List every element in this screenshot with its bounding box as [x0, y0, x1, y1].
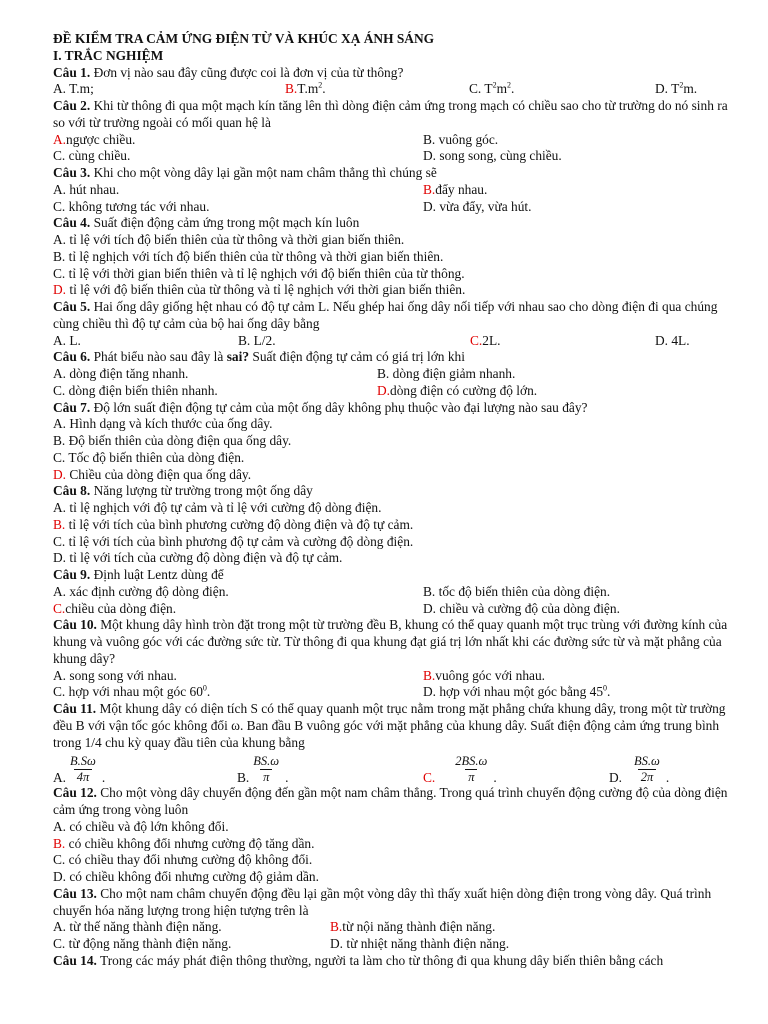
option-a: A. xác định cường độ dòng điện. — [53, 583, 229, 599]
question-11 — [53, 701, 732, 751]
option-text: chiều của dòng điện. — [65, 600, 177, 616]
option-a: A. từ thế năng thành điện năng. — [53, 919, 222, 935]
option-text: từ nội năng thành điện năng. — [342, 919, 496, 935]
question-text: Năng lượng từ trường trong một ống dây — [90, 483, 313, 499]
denominator: π — [260, 769, 272, 785]
fraction — [453, 754, 489, 785]
option-c — [53, 601, 423, 618]
option-d — [53, 467, 732, 484]
option-a: A. tỉ lệ với tích độ biến thiên của từ thông và thời gian biến thiên. — [53, 232, 405, 247]
question-emphasis: sai? — [226, 349, 250, 365]
question-13-options-row2 — [53, 936, 732, 953]
answer-marker: D. — [53, 466, 67, 482]
question-3 — [53, 165, 732, 182]
question-label: Câu 12. — [53, 785, 97, 801]
option-end: . — [665, 770, 670, 786]
option-c: C. Tốc độ biến thiên của dòng điện. — [53, 449, 245, 465]
question-text: Độ lớn suất điện động tự cảm của một ống dây không phụ thuộc vào đại lượng nào sau đây? — [90, 399, 588, 415]
option-text: C. T — [469, 81, 493, 97]
option-d — [423, 684, 610, 701]
question-13-options-row1 — [53, 919, 732, 936]
question-label: Câu 8. — [53, 483, 91, 499]
option-a: A. dòng điện tăng nhanh. — [53, 366, 189, 381]
numerator: BS.ω — [253, 754, 280, 769]
option-b — [53, 836, 732, 853]
question-label: Câu 1. — [53, 64, 91, 80]
option-b: B. tỉ lệ nghịch với tích độ biến thiên của từ thông và thời gian biến thiên. — [53, 248, 444, 264]
answer-marker: B. — [330, 919, 343, 935]
option-text: D. T — [655, 81, 680, 97]
option-d: D. chiều và cường độ của dòng điện. — [423, 600, 620, 616]
question-3-options-row1 — [53, 182, 732, 199]
superscript: 2 — [492, 80, 497, 90]
numerator: 2BS.ω — [455, 754, 488, 769]
question-6 — [53, 349, 732, 366]
question-label: Câu 4. — [53, 215, 91, 231]
option-text: Chiều của dòng điện qua ống dây. — [66, 466, 252, 482]
option-b: B. tốc độ biến thiên của dòng điện. — [423, 583, 611, 599]
option-d — [53, 282, 732, 299]
question-label: Câu 11. — [53, 701, 97, 716]
question-8 — [53, 483, 732, 500]
option-b: B. dòng điện giảm nhanh. — [377, 366, 516, 381]
option-c: C. không tương tác với nhau. — [53, 198, 210, 214]
option-b — [53, 517, 732, 534]
option-c: C. tỉ lệ với thời gian biến thiên và tỉ lệ nghịch với độ biến thiên của từ thông. — [53, 265, 465, 281]
question-label: Câu 5. — [53, 299, 91, 314]
option-b — [330, 919, 495, 936]
option-text: 2L. — [482, 332, 501, 348]
question-14 — [53, 953, 732, 970]
option-end: . — [322, 81, 326, 97]
option-c — [423, 754, 609, 785]
question-text: Cho một vòng dây chuyển động đến gần một nam châm thẳng. Trong quá trình chuyển động cường độ của dòng điện cảm ứng trong vòng luôn — [53, 785, 728, 817]
question-text: Một khung dây có diện tích S có thể quay quanh một trục nằm trong mặt phẳng chứa khung dây, trong một từ trường đều B với vận tốc góc không đổi ω. Ban đầu B vuông góc với mặt phẳng của khung dây. Suất điện động cảm ứng trung bình trong 1/4 chu kỳ quay đầu tiên của khung bằng — [53, 701, 726, 750]
denominator: π — [465, 769, 477, 785]
denominator: 4π — [74, 769, 93, 785]
option-a: A. tỉ lệ nghịch với độ tự cảm và tỉ lệ với cường độ dòng điện. — [53, 500, 382, 515]
answer-marker: A. — [53, 131, 67, 147]
question-2-options-row2 — [53, 148, 732, 165]
option-end: . — [285, 770, 289, 786]
question-text: Đơn vị nào sau đây cũng được coi là đơn vị của từ thông? — [90, 64, 404, 80]
denominator: 2π — [638, 769, 657, 785]
option-a: A. hút nhau. — [53, 181, 120, 197]
question-text: Phát biểu nào sau đây là — [90, 349, 227, 365]
option-letter: A. — [53, 770, 67, 786]
question-11-options — [53, 751, 732, 785]
option-end: . — [493, 770, 497, 786]
option-d: D. tỉ lệ với tích của cường độ dòng điện và độ tự cảm. — [53, 550, 343, 566]
answer-marker: B. — [53, 516, 66, 532]
option-b: B. vuông góc. — [423, 131, 499, 147]
option-d: D. có chiều không đổi nhưng cường độ giảm dần. — [53, 869, 319, 884]
option-c: C. từ động năng thành điện năng. — [53, 936, 232, 951]
question-10-options-row1 — [53, 668, 732, 685]
option-text: ngược chiều. — [66, 131, 136, 147]
answer-marker: D. — [53, 282, 67, 298]
question-label: Câu 7. — [53, 399, 91, 415]
question-13 — [53, 886, 732, 920]
numerator: B.Sω — [70, 754, 96, 769]
question-10 — [53, 617, 732, 667]
option-a: A. L. — [53, 332, 81, 348]
option-text: T.m — [297, 81, 319, 97]
option-text: vuông góc với nhau. — [435, 667, 546, 683]
question-2-options-row1 — [53, 132, 732, 149]
question-9-options-row2 — [53, 601, 732, 618]
option-b: B. Độ biến thiên của dòng điện qua ống dây. — [53, 433, 292, 448]
question-text: Cho một nam châm chuyển động đều lại gần một vòng dây thì thấy xuất hiện dòng điện trong vòng dây. Quá trình chuyển hóa năng lượng trong hiện tượng trên là — [53, 885, 712, 918]
option-d — [377, 383, 537, 400]
question-4 — [53, 215, 732, 232]
numerator: BS.ω — [634, 754, 660, 769]
question-label: Câu 6. — [53, 349, 91, 365]
answer-marker: C. — [53, 600, 66, 616]
question-label: Câu 13. — [53, 885, 97, 901]
option-text: có chiều không đổi nhưng cường độ tăng dần. — [65, 835, 315, 851]
question-text: Một khung dây hình tròn đặt trong một từ trường đều B, khung có thể quay quanh một trục trùng với đường kính của khung và vuông góc với các đường sức từ. Từ thông đi qua khung đạt giá trị lớn nhất khi các đường sức từ và mặt phẳng của khung dây? — [53, 617, 728, 666]
fraction — [251, 754, 281, 785]
option-a: A. Hình dạng và kích thước của ống dây. — [53, 416, 273, 432]
answer-marker: D. — [377, 382, 391, 398]
question-text: Hai ống dây giống hệt nhau có độ tự cảm L. Nếu ghép hai ống dây nối tiếp với nhau sao cho dòng điện đi qua chúng cùng chiều thì độ tự cảm của bộ hai ống dây bằng — [53, 299, 718, 331]
question-text: Khi từ thông đi qua một mạch kín tăng lên thì dòng điện cảm ứng trong mạch có chiều sao cho từ trường do nó sinh ra so với từ trường ngoài có mối quan hệ là — [53, 98, 728, 130]
question-text: Suất điện động cảm ứng trong một mạch kín luôn — [90, 215, 360, 231]
question-10-options-row2 — [53, 684, 732, 701]
superscript: 2 — [318, 80, 323, 90]
answer-marker: B. — [53, 835, 66, 851]
superscript: 2 — [507, 80, 511, 90]
option-c: C. có chiều thay đổi nhưng cường độ không đổi. — [53, 852, 313, 868]
option-text: D. hợp với nhau một góc bằng 45 — [423, 684, 604, 700]
question-9-options-row1 — [53, 584, 732, 601]
question-text: Khi cho một vòng dây lại gần một nam châm thẳng thì chúng sẽ — [90, 165, 437, 180]
option-b: B. L/2. — [238, 332, 276, 348]
question-2 — [53, 98, 732, 132]
option-c — [470, 333, 655, 350]
fraction — [632, 754, 662, 785]
option-b — [285, 81, 469, 98]
option-d — [655, 81, 697, 98]
question-text: Suất điện động tự cảm có giá trị lớn khi — [249, 349, 465, 365]
option-d — [609, 754, 669, 785]
answer-marker: C. — [470, 332, 483, 348]
answer-marker: B. — [285, 81, 298, 97]
option-a: A. có chiều và độ lớn không đổi. — [53, 818, 229, 834]
answer-marker: C. — [423, 770, 436, 786]
superscript: 0 — [603, 683, 608, 693]
question-label: Câu 2. — [53, 98, 91, 113]
option-d: D. song song, cùng chiều. — [423, 148, 562, 164]
question-5 — [53, 299, 732, 333]
question-1 — [53, 65, 732, 82]
superscript: 0 — [202, 683, 207, 693]
option-a: A. song song với nhau. — [53, 667, 177, 683]
answer-marker: B. — [423, 667, 436, 683]
question-label: Câu 9. — [53, 567, 91, 582]
question-7 — [53, 400, 732, 417]
option-text: tỉ lệ với độ biến thiên của từ thông và tỉ lệ nghịch với thời gian biến thiên. — [66, 282, 466, 298]
question-text: Trong các máy phát điện thông thường, người ta làm cho từ thông đi qua khung dây biến thiên bằng cách — [96, 952, 664, 968]
question-text: Định luật Lentz dùng để — [90, 567, 224, 582]
superscript: 2 — [679, 80, 684, 90]
section-heading: I. TRẮC NGHIỆM — [53, 47, 164, 63]
question-5-options — [53, 333, 732, 350]
option-b — [423, 182, 487, 199]
option-text: C. hợp với nhau một góc 60 — [53, 684, 203, 700]
option-text: dòng điện có cường độ lớn. — [390, 382, 538, 398]
option-a — [53, 132, 423, 149]
option-end: . — [607, 684, 611, 700]
option-c: C. dòng điện biến thiên nhanh. — [53, 382, 218, 398]
option-text: tỉ lệ với tích của bình phương cường độ dòng điện và độ tự cảm. — [65, 516, 414, 532]
option-d: D. vừa đẩy, vừa hút. — [423, 198, 532, 214]
option-d: D. 4L. — [655, 332, 690, 348]
option-letter: B. — [237, 770, 250, 786]
question-label: Câu 10. — [53, 617, 97, 633]
option-end: . — [511, 81, 515, 97]
option-end: . — [206, 684, 211, 700]
question-9 — [53, 567, 732, 584]
option-end: m. — [683, 81, 698, 97]
question-1-options — [53, 81, 732, 98]
option-d: D. từ nhiệt năng thành điện năng. — [330, 936, 510, 951]
option-a — [53, 754, 237, 785]
option-end: . — [101, 770, 106, 786]
option-text: m — [496, 81, 507, 97]
option-c — [53, 684, 423, 701]
option-b — [237, 754, 423, 785]
option-c — [469, 81, 655, 98]
question-6-options-row2 — [53, 383, 732, 400]
question-label: Câu 14. — [53, 952, 97, 968]
option-a: A. T.m; — [53, 81, 94, 97]
answer-marker: B. — [423, 181, 436, 197]
option-b — [423, 668, 545, 685]
question-12 — [53, 785, 732, 819]
exam-title: ĐỀ KIỂM TRA CẢM ỨNG ĐIỆN TỪ VÀ KHÚC XẠ ÁNH SÁNG — [53, 31, 435, 46]
option-text: đẩy nhau. — [435, 181, 488, 197]
question-6-options-row1 — [53, 366, 732, 383]
question-3-options-row2 — [53, 199, 732, 216]
option-c: C. tỉ lệ với tích của bình phương độ tự cảm và cường độ dòng điện. — [53, 533, 414, 549]
question-label: Câu 3. — [53, 165, 91, 180]
fraction — [68, 754, 98, 785]
option-c: C. cùng chiều. — [53, 148, 131, 164]
option-letter: D. — [609, 770, 623, 786]
